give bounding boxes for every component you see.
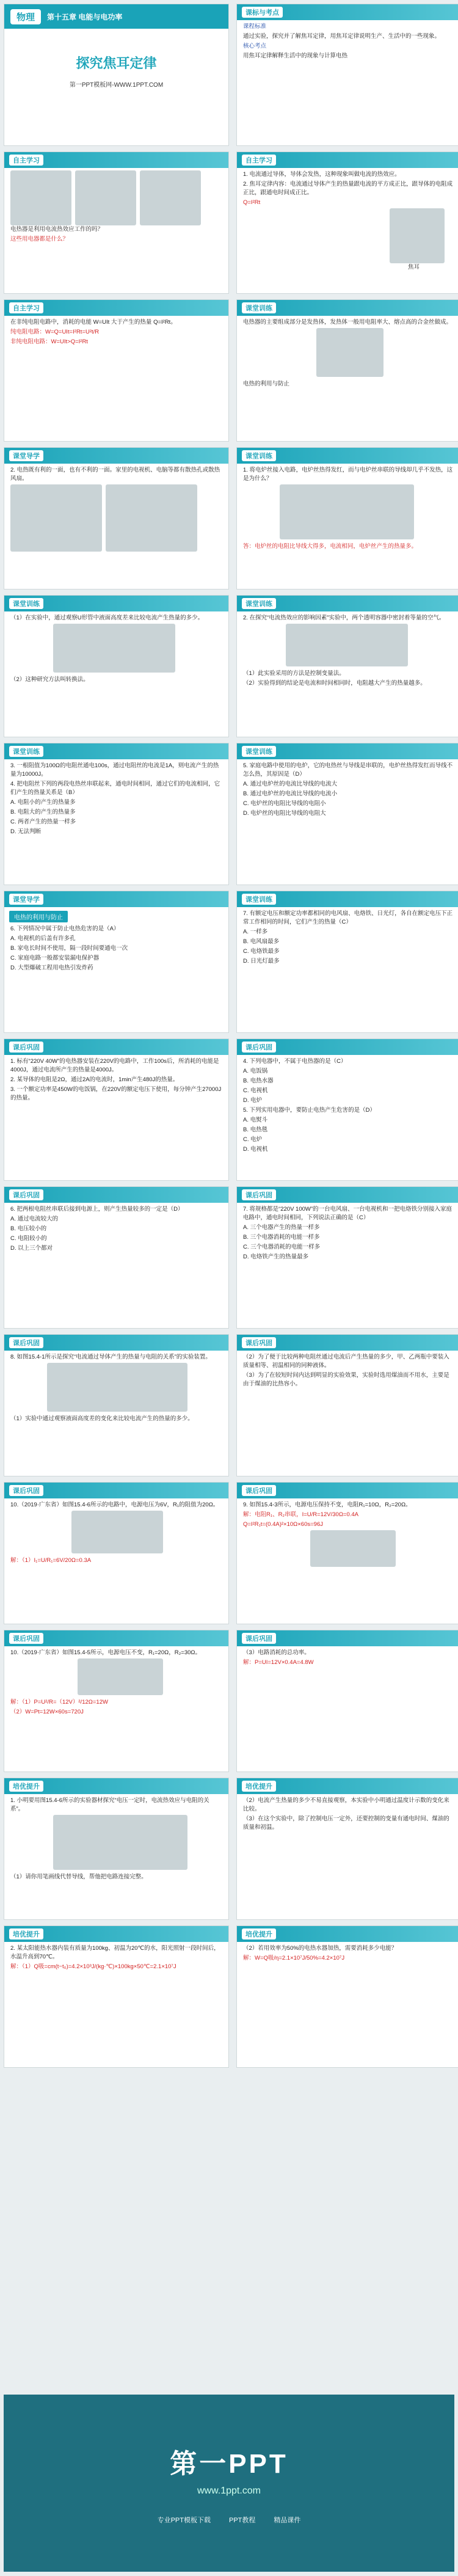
item-1: 2. 在探究“电流热效应的影响因素”实验中，两个透明容器中密封着等量的空气。 <box>243 615 445 621</box>
slide-badge: 课堂训练 <box>9 598 43 609</box>
slide-review-5 <box>4 1334 229 1476</box>
slide-self-study-2 <box>236 151 458 294</box>
slide-badge: 培优提升 <box>9 1928 43 1939</box>
item-10: 10.（2019·广东省）如图15.4-5所示，电源电压不变，R₁=20Ω，R₂=30Ω。 <box>10 1649 201 1656</box>
item-8-2: （2）为了便于比较两种电阻丝通过电流后产生热量的多少，甲、乙两瓶中要装入质量相等、初温相同的同种液体。 <box>243 1354 449 1369</box>
oven-image <box>140 170 201 225</box>
option: A. 通过电流较大的 <box>10 1216 59 1222</box>
option: A. 电视机的后盖有许多孔 <box>10 935 76 942</box>
slide-practice-7 <box>236 891 458 1033</box>
key-point-text: 用焦耳定律解释生活中的现象与计算电热 <box>243 53 348 59</box>
kettle-image <box>75 170 136 225</box>
option: C. 电炉 <box>243 1136 263 1143</box>
question-2: 这些用电器都是什么？ <box>10 236 69 243</box>
site-text: 第一PPT模板网-WWW.1PPT.COM <box>69 82 164 89</box>
slide-badge: 课后巩固 <box>242 1485 276 1496</box>
option: D. 电视机 <box>243 1146 268 1153</box>
slide-review-6 <box>236 1334 458 1476</box>
solution-1: 解：（1）P=U²/R=（12V）²/12Ω=12W <box>10 1699 108 1706</box>
item-8-3: （3）为了在较短时间内达到明显的实验效果，实验时选用煤油而不用水，主要是由于煤油的比热容小。 <box>243 1372 449 1387</box>
key-point-heading: 核心考点 <box>243 43 267 49</box>
slide-self-study-3 <box>4 299 229 442</box>
slide-practice-2 <box>236 447 458 589</box>
portrait-caption: 焦耳 <box>408 264 420 271</box>
item-3: 3. 一根阻值为100Ω的电阻丝通电100s，通过电阻丝的电流是1A，则电流产生的热量为10000J。 <box>10 762 219 778</box>
item-2: 2. 某导体的电阻是2Ω，通过2A的电流时，1min产生480J的热量。 <box>10 1076 179 1083</box>
option: C. 两者产生的热量一样多 <box>10 819 76 825</box>
solution: 解：P=UI=12V×0.4A=4.8W <box>243 1659 314 1666</box>
option: D. 电炉 <box>243 1097 263 1104</box>
option: A. 电熨斗 <box>243 1117 268 1123</box>
slide-review-2 <box>236 1038 458 1181</box>
circuit-image <box>280 484 414 539</box>
formula: Q=I²Rt <box>243 199 261 206</box>
item-1: 在非纯电阻电路中，消耗的电能 W=UIt 大于产生的热量 Q=I²Rt。 <box>10 319 176 326</box>
slide-badge: 课后巩固 <box>9 1189 43 1200</box>
option: A. 电阻小的产生的热量多 <box>10 799 76 806</box>
slide-badge: 培优提升 <box>9 1781 43 1792</box>
slide-advance-4 <box>236 1925 458 2068</box>
item-8-1: （1）实验中通过观察液面高度差的变化来比较电流产生的热量的多少。 <box>10 1415 194 1422</box>
option: B. 电热毯 <box>243 1126 268 1133</box>
fan-image <box>106 484 197 552</box>
item-1: 电热器的主要组成部分是发热体，发热体一般用电阻率大、熔点高的合金丝做成。 <box>243 319 453 326</box>
slide-badge: 课后巩固 <box>9 1485 43 1496</box>
slide-advance-2 <box>236 1778 458 1920</box>
item-6: 6. 把两根电阻丝串联后接到电源上，则产生热量较多的一定是（D） <box>10 1206 184 1213</box>
joule-portrait <box>390 208 445 263</box>
slide-badge: 自主学习 <box>9 302 43 313</box>
slide-badge: 课后巩固 <box>9 1633 43 1644</box>
item-10-3: （3）电路消耗的总功率。 <box>243 1649 310 1656</box>
slide-advance-3 <box>4 1925 229 2068</box>
footer-link[interactable]: PPT教程 <box>229 2517 256 2524</box>
item-1: 1. 电流通过导体，导体会发热，这种现象叫做电流的热效应。 <box>243 171 401 178</box>
item-5: 5. 下列实用电器中，要防止电热产生危害的是（D） <box>243 1107 376 1114</box>
slide-advance-1 <box>4 1778 229 1920</box>
slide-self-study-1 <box>4 151 229 294</box>
item-9: 9. 如图15.4-3所示，电源电压保持不变，电阻R₁=10Ω，R₂=20Ω。 <box>243 1501 412 1508</box>
solution: 解：（1）Q吸=cm(t−t₀)=4.2×10³J/(kg·℃)×100kg×50℃=2.1×10⁷J <box>10 1963 176 1970</box>
item-1-1: （1）请你用笔画线代替导线，帮他把电路连接完整。 <box>10 1874 147 1880</box>
standard-heading: 课程标准 <box>243 23 267 30</box>
item-2-2: （2）若用效率为50%的电热水器加热，需要消耗多少电能？ <box>243 1945 398 1952</box>
standard-text: 通过实验，探究并了解焦耳定律，用焦耳定律说明生产、生活中的一些现象。 <box>243 33 441 40</box>
slide-badge: 课堂导学 <box>9 450 43 461</box>
item-3: （2）实验得到的结论是电流和时间相同时，电阻越大产生的热量越多。 <box>243 680 426 687</box>
apparatus-image <box>47 1363 187 1412</box>
item-1: 1. 小明要用图15.4-6所示的实验器材探究“电压一定时，电流热效应与电阻的关系”。 <box>10 1797 209 1812</box>
slide-cover <box>4 4 229 146</box>
slide-badge: 课堂训练 <box>242 598 276 609</box>
section-label: 电热的利用与防止 <box>9 911 68 922</box>
option: B. 电热水器 <box>243 1078 274 1084</box>
footer-banner <box>4 2395 454 2572</box>
item-1-2: （2）电流产生热量的多少不易直接观察，本实验中小明通过温度计示数的变化来比较。 <box>243 1797 449 1812</box>
item-7: 7. 有额定电压和额定功率都相同的电风扇、电烙铁、日光灯，各自在额定电压下正常工作相同的时间，它们产生的热量（C） <box>243 910 453 925</box>
slide-badge: 课堂导学 <box>9 894 43 905</box>
container-image <box>286 624 408 666</box>
option: C. 电视机 <box>243 1087 268 1094</box>
solution-1: 解：电阻R₁、R₂串联，I=U/R=12V/30Ω=0.4A <box>243 1511 359 1518</box>
brand-logo: 第一PPT <box>170 2449 288 2479</box>
slide-badge: 课后巩固 <box>9 1337 43 1348</box>
slide-guide-1 <box>4 447 229 589</box>
slide-review-1 <box>4 1038 229 1181</box>
experiment-image <box>53 1815 187 1870</box>
slide-badge: 课后巩固 <box>9 1042 43 1053</box>
circuit-diagram <box>310 1530 396 1567</box>
slide-standards <box>236 4 458 146</box>
item-2: 纯电阻电路：W=Q=UIt=I²Rt=U²t/R <box>10 329 100 335</box>
slide-practice-1 <box>236 299 458 442</box>
slide-badge: 课堂训练 <box>242 450 276 461</box>
item-4: 4. 把电阻丝下列的两段电热丝串联起来，通电时间相同，通过它们的电流相同，它们产生的热量关系是（B） <box>10 781 220 796</box>
heater-image <box>316 328 383 377</box>
slide-badge: 课堂训练 <box>9 746 43 757</box>
answer: 答：电炉丝的电阻比导线大得多，电流相同，电炉丝产生的热量多。 <box>243 543 418 550</box>
slide-guide-2 <box>4 891 229 1033</box>
footer-link[interactable]: 专业PPT模板下载 <box>157 2517 211 2524</box>
item-2: （1）此实验采用的方法是控制变量法。 <box>243 670 345 677</box>
circuit-diagram <box>71 1511 163 1553</box>
slide-badge: 课后巩固 <box>242 1633 276 1644</box>
slide-badge: 课堂训练 <box>242 746 276 757</box>
option: C. 电阻较小的 <box>10 1235 47 1242</box>
item-2: 2. 焦耳定律内容：电流通过导体产生的热量跟电流的平方成正比，跟导体的电阻成正比，跟通电时间成正比。 <box>243 181 453 196</box>
slide-practice-5 <box>4 743 229 885</box>
item-5: 5. 家庭电路中使用的电炉，它的电热丝与导线是串联的，电炉丝热得发红而导线不怎么热，其原因是（D） <box>243 762 453 778</box>
item-6: 6. 下列情况中属于防止电热危害的是（A） <box>10 925 120 932</box>
computer-image <box>10 484 102 552</box>
slide-badge: 课标与考点 <box>242 7 283 18</box>
option: B. 电压较小的 <box>10 1225 47 1232</box>
slide-review-4 <box>236 1186 458 1329</box>
option: D. 以上三个都对 <box>10 1245 53 1252</box>
item-3: 3. 一个额定功率是450W的电饭锅，在220V的额定电压下使用，每分钟产生27000J的热量。 <box>10 1086 222 1101</box>
slide-practice-6 <box>236 743 458 885</box>
option: A. 通过电炉丝的电流比导线的电流大 <box>243 781 338 787</box>
item-7: 7. 将规格都是“220V 100W”的一台电风扇、一台电视机和一把电烙铁分别接入家庭电路中，通电时间相同，下列说法正确的是（C） <box>243 1206 453 1221</box>
option: B. 家电长时间不使用，隔一段时间要通电一次 <box>10 945 128 952</box>
item-1: （1）在实验中，通过观察U形管中液面高度差来比较电流产生热量的多少。 <box>10 615 204 621</box>
slide-badge: 课堂训练 <box>242 302 276 313</box>
slide-badge: 自主学习 <box>9 155 43 166</box>
slide-review-3 <box>4 1186 229 1329</box>
option: D. 无法判断 <box>10 828 42 835</box>
option: A. 电饭锅 <box>243 1068 268 1075</box>
item-3: 非纯电阻电路：W=UIt>Q=I²Rt <box>10 338 88 345</box>
slide-badge: 培优提升 <box>242 1781 276 1792</box>
solution: 解：W=Q吸/η=2.1×10⁷J/50%=4.2×10⁷J <box>243 1955 345 1961</box>
brand-url[interactable]: www.1ppt.com <box>197 2486 261 2496</box>
option: B. 电风扇最多 <box>243 938 280 945</box>
option: C. 电炉丝的电阻比导线的电阻小 <box>243 800 326 807</box>
option: C. 三个电器消耗的电能一样多 <box>243 1244 321 1250</box>
solution-2: Q=I²R₁t=(0.4A)²×10Ω×60s=96J <box>243 1521 323 1528</box>
slide-review-10 <box>236 1630 458 1772</box>
slide-practice-4 <box>236 595 458 737</box>
option: B. 三个电器消耗的电能一样多 <box>243 1234 320 1241</box>
slide-review-9 <box>4 1630 229 1772</box>
slide-badge: 自主学习 <box>242 155 276 166</box>
slide-badge: 培优提升 <box>242 1928 276 1939</box>
item-10: 10.（2019·广东省）如图15.4-6所示的电路中，电源电压为6V，R₁的阻值为20Ω。 <box>10 1501 219 1508</box>
slide-practice-3 <box>4 595 229 737</box>
option: D. 电炉丝的电阻比导线的电阻大 <box>243 810 326 817</box>
slide-badge: 课后巩固 <box>242 1337 276 1348</box>
option: D. 大型爆破工程用电热引发炸药 <box>10 965 93 971</box>
appliance-image <box>10 170 71 225</box>
slide-review-8 <box>236 1482 458 1624</box>
option: C. 家庭电路一般都安装漏电保护器 <box>10 955 100 961</box>
option: C. 电烙铁最多 <box>243 948 280 955</box>
item-2: 2. 某太阳能热水器内装有质量为100kg、初温为20℃的水，阳光照射一段时间后，水温升高到70℃。 <box>10 1945 220 1960</box>
item-8: 8. 如图15.4-1所示是探究“电流通过导体产生的热量与电阻的关系”的实验装置。 <box>10 1354 211 1360</box>
cover-header <box>4 4 228 29</box>
subject-badge: 物理 <box>10 9 41 24</box>
solution-2: （2）W=Pt=12W×60s=720J <box>10 1709 84 1715</box>
slide-badge: 课后巩固 <box>242 1189 276 1200</box>
question-1: 电热器是利用电流热效应工作的吗？ <box>10 226 104 233</box>
chapter-title: 第十五章 电能与电功率 <box>47 12 123 21</box>
solution: 解：（1）I₁=U/R₁=6V/20Ω=0.3A <box>10 1557 92 1564</box>
option: D. 电烙铁产生的热量最多 <box>243 1253 309 1260</box>
item-4: 4. 下列电器中，不属于电热器的是（C） <box>243 1058 347 1065</box>
option: A. 三个电器产生的热量一样多 <box>243 1224 320 1231</box>
item-1: 1. 将电炉丝接入电路，电炉丝热得发红，而与电炉丝串联的导线却几乎不发热，这是为什么？ <box>243 467 453 482</box>
circuit-diagram <box>78 1658 163 1695</box>
slide-badge: 课堂训练 <box>242 894 276 905</box>
item-1: 1. 标有“220V 40W”的电热器安装在220V的电路中，工作100s后，所消耗的电能是4000J，通过电流所产生的热量是4000J。 <box>10 1058 219 1073</box>
item-2: （2）这种研究方法叫转换法。 <box>10 676 89 683</box>
footer-link[interactable]: 精品课件 <box>274 2517 301 2524</box>
option: A. 一样多 <box>243 929 268 935</box>
item-2: 电热的利用与防止 <box>243 381 290 387</box>
slide-review-7 <box>4 1482 229 1624</box>
item-1-3: （3）在这个实验中，除了控制电压一定外，还要控制的变量有通电时间、煤油的质量和初温。 <box>243 1815 449 1831</box>
option: B. 通过电炉丝的电流比导线的电流小 <box>243 790 338 797</box>
experiment-image <box>53 624 175 673</box>
option: D. 日光灯最多 <box>243 958 280 965</box>
lesson-title: 探究焦耳定律 <box>76 56 157 71</box>
option: B. 电阻大的产生的热量多 <box>10 809 76 815</box>
slide-badge: 课后巩固 <box>242 1042 276 1053</box>
item-1: 2. 电热既有利的一面，也有不利的一面。家里的电视机、电脑等都有散热孔或散热风扇。 <box>10 467 220 482</box>
